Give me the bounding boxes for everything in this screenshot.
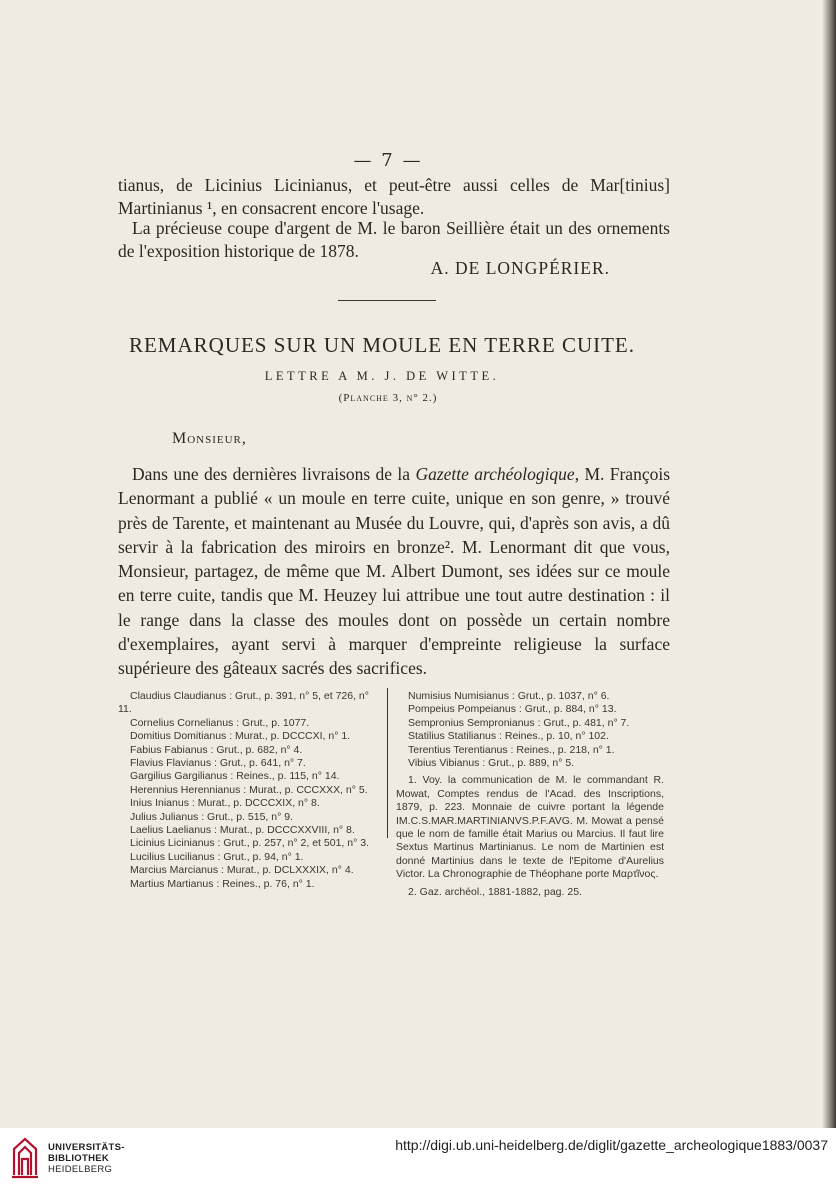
journal-title: Gazette archéologique <box>415 464 575 484</box>
page-number: — 7 — <box>353 150 423 171</box>
footnote-entry: Terentius Terentianus : Reines., p. 218, n° 1. <box>408 743 615 756</box>
footnote-entry: Sempronius Sempronianus : Grut., p. 481, n° 7. <box>408 716 630 729</box>
footnotes-right-column <box>396 690 664 899</box>
footnote-entry: Numisius Numisianus : Grut., p. 1037, n° 6. <box>408 690 610 702</box>
article-subtitle: LETTRE A M. J. DE WITTE. <box>264 369 500 383</box>
body-paragraph <box>118 462 670 681</box>
body-text-rest: , M. François Lenormant a publié « un moule en terre cuite, unique en son genre, » trouvé près de Tarente, et maintenant au Musée du Louvre, qui, d'après son avis, a dû servir à la fabrication des miroirs en bronze². M. Lenormant dit que vous, Monsieur, partagez, de même que M. Albert Dumont, ses idées sur ce moule en terre cuite, tandis que M. Heuzey lui attribue une tout autre destination : il le range dans la classe des moules dont on possède un certain nombre d'exemplaires, ayant servi à marquer d'empreinte religieuse la surface supérieure des gâteaux sacrés des sacrifices. <box>118 464 671 679</box>
footnote-entry: Claudius Claudianus : Grut., p. 391, n° 5, et 726, n° 11. <box>118 690 369 716</box>
footnote-2: 2. Gaz. archéol., 1881-1882, pag. 25. <box>408 885 582 898</box>
continuation-paragraph: tianus, de Licinius Licinianus, et peut-être aussi celles de Mar[tinius] Martinianus ¹, en consacrent encore l'usage. <box>118 175 670 218</box>
article-title: REMARQUES SUR UN MOULE EN TERRE CUITE. <box>128 333 636 357</box>
plate-reference: (Planche 3, n° 2.) <box>338 392 438 404</box>
footnote-column-separator <box>387 688 388 838</box>
footnote-entry: Vibius Vibianus : Grut., p. 889, n° 5. <box>408 757 575 770</box>
footnote-entry: Domitius Domitianus : Murat., p. DCCCXI, n° 1. <box>130 730 351 743</box>
footnote-entry: Julius Julianus : Grut., p. 515, n° 9. <box>130 810 293 823</box>
university-library-logo-icon <box>10 1135 40 1181</box>
footnote-entry: Herennius Herennianus : Murat., p. CCCXXX, n° 5. <box>130 783 368 796</box>
footnote-entry: Martius Martianus : Reines., p. 76, n° 1. <box>130 877 315 890</box>
footnote-entry: Laelius Laelianus : Murat., p. DCCCXXVIII, n° 8. <box>130 824 355 837</box>
footnote-entry: Fabius Fabianus : Grut., p. 682, n° 4. <box>130 743 303 756</box>
footnote-entry: Cornelius Cornelianus : Grut., p. 1077. <box>130 716 310 729</box>
footnote-entry: Lucilius Lucilianus : Grut., p. 94, n° 1. <box>130 850 304 863</box>
footnotes-left-column <box>118 690 378 891</box>
book-spine-shadow <box>822 0 836 1128</box>
body-text-start: Dans une des dernières livraisons de la <box>132 464 416 484</box>
footnote-entry: Statilius Statilianus : Reines., p. 10, n° 102. <box>408 730 609 743</box>
footnote-entry: Gargilius Gargilianus : Reines., p. 115, n° 14. <box>130 770 340 783</box>
article-body <box>118 462 670 681</box>
footnote-entry: Inius Inianus : Murat., p. DCCCXIX, n° 8. <box>130 797 320 810</box>
source-url-link[interactable]: http://digi.ub.uni-heidelberg.de/diglit/gazette_archeologique1883/0037 <box>395 1137 828 1153</box>
salutation: Monsieur, <box>172 430 247 447</box>
library-footer <box>0 1128 836 1188</box>
footnote-1: 1. Voy. la communication de M. le commandant R. Mowat, Comptes rendus de l'Acad. des Inscriptions, 1879, p. 223. Monnaie de cuivre portant la légende IM.C.S.MAR.MARTINIANVS.P.F.AVG. M. Mowat a pensé que le nom de famille était Marius ou Marcius. Il faut lire Sextus Martinus Martinianus. Le nom de Martinien est donné Martinius dans le texte de l'Epitome d'Aurelius Victor. La Chronographie de Théophane porte Μαρτῖνος. <box>396 774 664 881</box>
continuation-paragraph: La précieuse coupe d'argent de M. le baron Seillière était un des ornements de l'exposition historique de 1878. <box>118 218 670 261</box>
library-name <box>48 1142 125 1175</box>
library-name-line: BIBLIOTHEK <box>48 1153 110 1164</box>
section-divider <box>338 300 436 301</box>
footnote-entry: Pompeius Pompeianus : Grut., p. 884, n° 13. <box>408 703 617 716</box>
footnote-entry: Marcius Marcianus : Murat., p. DCLXXXIX, n° 4. <box>130 864 354 877</box>
author-signature: A. DE LONGPÉRIER. <box>430 258 610 278</box>
library-name-line: UNIVERSITÄTS- <box>48 1142 125 1153</box>
footnote-entry: Licinius Licinianus : Grut., p. 257, n° 2, et 501, n° 3. <box>130 837 369 850</box>
footnote-entry: Flavius Flavianus : Grut., p. 641, n° 7. <box>130 757 306 770</box>
library-name-line: HEIDELBERG <box>48 1164 113 1175</box>
